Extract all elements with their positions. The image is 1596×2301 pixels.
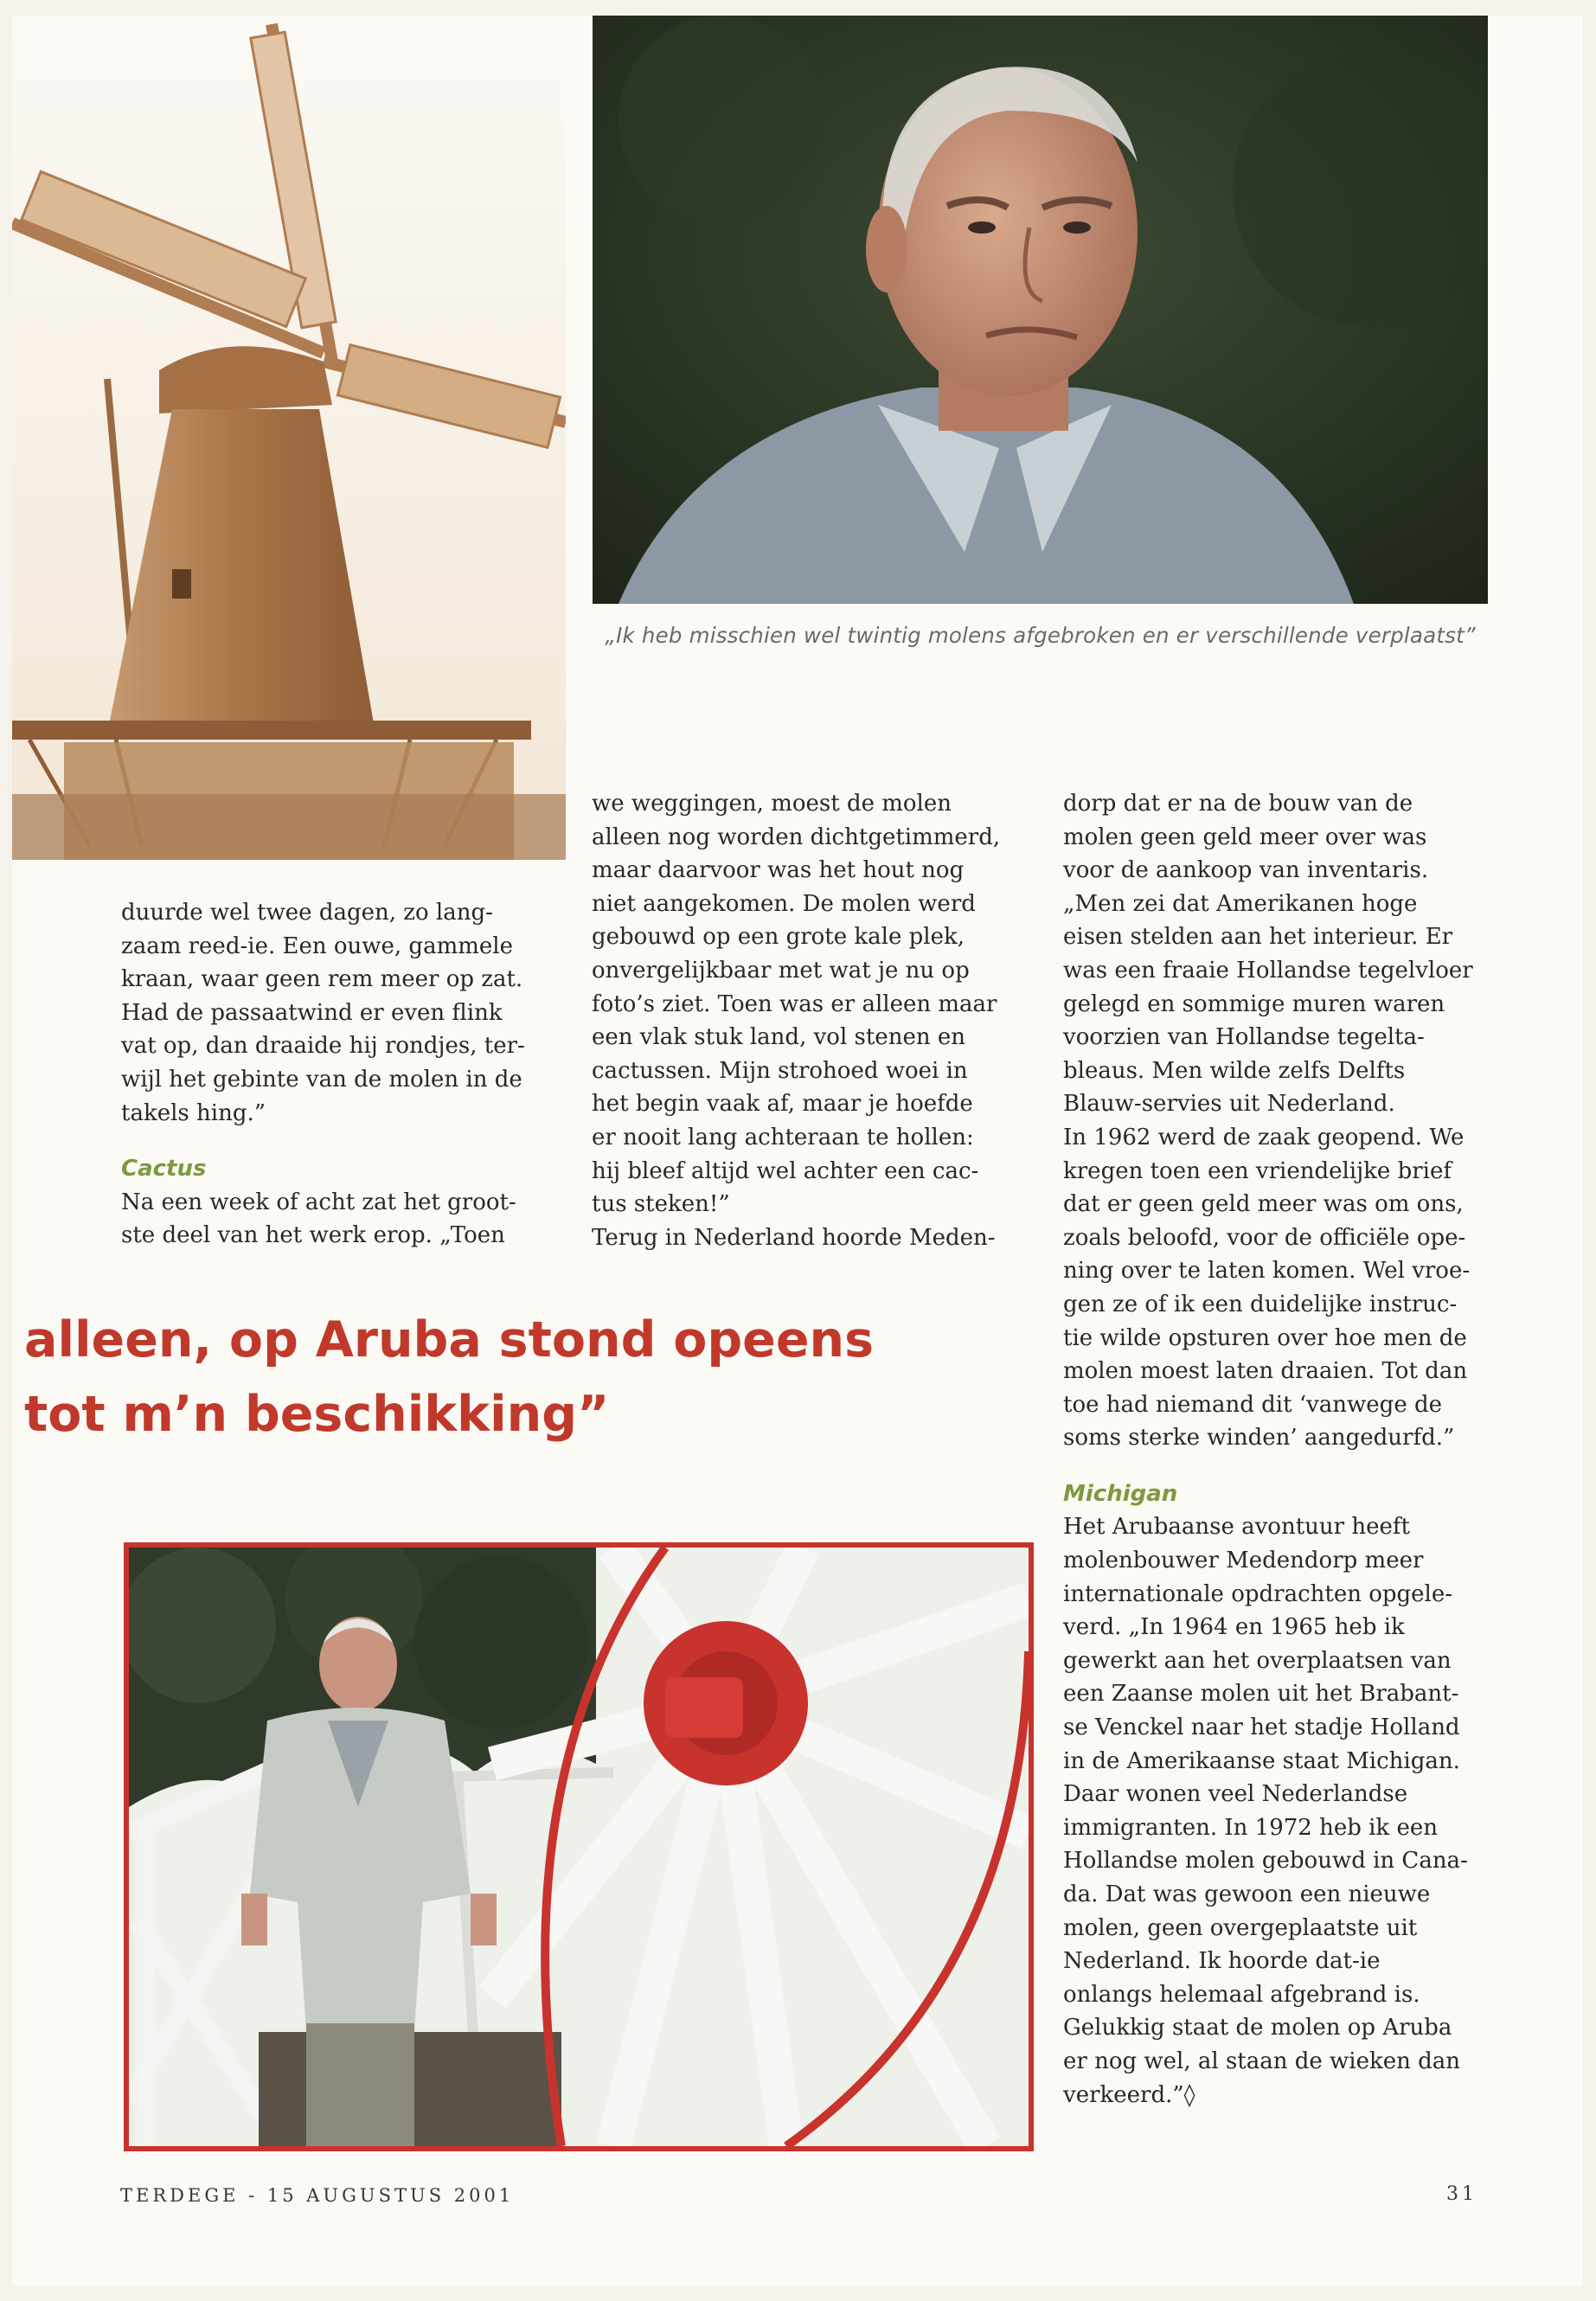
text-line: toe had niemand dit ‘vanwege de bbox=[1063, 1391, 1443, 1418]
text-line: kraan, waar geen rem meer op zat. bbox=[121, 966, 523, 993]
text-line: we weggingen, moest de molen bbox=[592, 791, 952, 817]
pull-quote bbox=[24, 1303, 889, 1452]
text-line: zaam reed-ie. Een ouwe, gammele bbox=[121, 933, 513, 959]
text-line: tie wilde opsturen over hoe men de bbox=[1063, 1324, 1467, 1351]
text-line: molen, geen overgeplaatste uit bbox=[1063, 1914, 1418, 1941]
pull-quote-line-1: alleen, op Aruba stond opeens bbox=[24, 1311, 874, 1368]
text-line: er nooit lang achteraan te hollen: bbox=[592, 1124, 974, 1150]
text-line: molen moest laten draaien. Tot dan bbox=[1063, 1358, 1468, 1385]
column3-paragraph2 bbox=[1063, 1510, 1513, 2112]
text-line: immigranten. In 1972 heb ik een bbox=[1063, 1814, 1438, 1841]
text-line: zoals beloofd, voor de officiële ope- bbox=[1063, 1224, 1466, 1251]
text-line: Daar wonen veel Nederlandse bbox=[1063, 1781, 1408, 1808]
text-line: Blauw-servies uit Nederland. bbox=[1063, 1091, 1395, 1118]
text-line: verkeerd.”◊ bbox=[1063, 2081, 1195, 2108]
text-line: se Venckel naar het stadje Holland bbox=[1063, 1715, 1460, 1741]
text-line: Gelukkig staat de molen op Aruba bbox=[1063, 2015, 1452, 2041]
text-line: hij bleef altijd wel achter een cac- bbox=[592, 1157, 979, 1184]
portrait-photo bbox=[593, 16, 1488, 604]
text-line: een Zaanse molen uit het Brabant- bbox=[1063, 1681, 1459, 1708]
text-line: ning over te laten komen. Wel vroe- bbox=[1063, 1258, 1471, 1285]
column2-paragraph1 bbox=[592, 787, 1042, 1254]
text-line: er nog wel, al staan de wieken dan bbox=[1063, 2048, 1461, 2074]
text-line: alleen nog worden dichtgetimmerd, bbox=[592, 824, 1001, 850]
text-line: gen ze of ik een duidelijke instruc- bbox=[1063, 1291, 1458, 1317]
text-column-3 bbox=[1063, 787, 1513, 2112]
text-line: ste deel van het werk erop. „Toen bbox=[121, 1222, 505, 1249]
text-line: het begin vaak af, maar je hoefde bbox=[592, 1091, 973, 1118]
text-line: onvergelijkbaar met wat je nu op bbox=[592, 957, 970, 984]
text-line: voor de aankoop van inventaris. bbox=[1063, 857, 1429, 884]
text-line: Had de passaatwind er even flink bbox=[121, 999, 503, 1026]
portrait-caption: „Ik heb misschien wel twintig molens afgebroken en er verschillende verplaatst” bbox=[605, 623, 1476, 648]
text-line: tus steken!” bbox=[592, 1191, 730, 1218]
column3-paragraph1 bbox=[1063, 787, 1513, 1455]
text-line: In 1962 werd de zaak geopend. We bbox=[1063, 1124, 1465, 1150]
text-line: molen geen geld meer over was bbox=[1063, 824, 1427, 850]
text-line: soms sterke winden’ aangedurfd.” bbox=[1063, 1425, 1455, 1452]
subhead-cactus: Cactus bbox=[121, 1156, 207, 1183]
text-line: voorzien van Hollandse tegelta- bbox=[1063, 1024, 1425, 1051]
text-line: dorp dat er na de bouw van de bbox=[1063, 791, 1413, 817]
text-line: kregen toen een vriendelijke brief bbox=[1063, 1157, 1452, 1184]
text-line: verd. „In 1964 en 1965 heb ik bbox=[1063, 1614, 1405, 1641]
text-line: foto’s ziet. Toen was er alleen maar bbox=[592, 990, 997, 1017]
text-line: duurde wel twee dagen, zo lang- bbox=[121, 900, 493, 926]
text-line: eisen stelden aan het interieur. Er bbox=[1063, 924, 1453, 951]
text-line: cactussen. Mijn strohoed woei in bbox=[592, 1057, 968, 1084]
text-line: da. Dat was gewoon een nieuwe bbox=[1063, 1881, 1431, 1907]
text-line: onlangs helemaal afgebrand is. bbox=[1063, 1981, 1420, 2008]
windmill-sepia-photo bbox=[12, 16, 566, 860]
pull-quote-line-2: tot m’n beschikking” bbox=[24, 1386, 610, 1443]
text-line: Nederland. Ik hoorde dat-ie bbox=[1063, 1948, 1381, 1975]
text-line: maar daarvoor was het hout nog bbox=[592, 857, 965, 884]
text-line: niet aangekomen. De molen werd bbox=[592, 890, 976, 917]
text-line: gewerkt aan het overplaatsen van bbox=[1063, 1647, 1452, 1674]
text-line: bleaus. Men wilde zelfs Delfts bbox=[1063, 1057, 1406, 1084]
text-line: takels hing.” bbox=[121, 1099, 266, 1126]
magazine-page bbox=[12, 16, 1583, 2286]
text-line: dat er geen geld meer was om ons, bbox=[1063, 1191, 1464, 1218]
text-line: „Men zei dat Amerikanen hoge bbox=[1063, 890, 1418, 917]
publication-footer: TERDEGE - 15 AUGUSTUS 2001 bbox=[120, 2185, 515, 2206]
text-line: Na een week of acht zat het groot- bbox=[121, 1189, 516, 1215]
text-line: Hollandse molen gebouwd in Cana- bbox=[1063, 1848, 1468, 1875]
text-line: gebouwd op een grote kale plek, bbox=[592, 924, 965, 951]
text-line: molenbouwer Medendorp meer bbox=[1063, 1548, 1424, 1574]
text-line: internationale opdrachten opgele- bbox=[1063, 1580, 1453, 1607]
subhead-michigan: Michigan bbox=[1063, 1480, 1178, 1507]
text-line: was een fraaie Hollandse tegelvloer bbox=[1063, 957, 1473, 984]
text-line: gelegd en sommige muren waren bbox=[1063, 990, 1445, 1017]
text-line: wijl het gebinte van de molen in de bbox=[121, 1066, 522, 1093]
text-line: vat op, dan draaide hij rondjes, ter- bbox=[121, 1033, 525, 1060]
text-line: Terug in Nederland hoorde Meden- bbox=[592, 1224, 996, 1251]
column1-paragraph1 bbox=[121, 896, 571, 1130]
page-number: 31 bbox=[1446, 2183, 1477, 2205]
text-line: een vlak stuk land, vol stenen en bbox=[592, 1024, 965, 1051]
column1-paragraph2 bbox=[121, 1186, 571, 1253]
man-with-windmill-wheel-photo bbox=[124, 1542, 1034, 2151]
text-line: Het Arubaanse avontuur heeft bbox=[1063, 1514, 1410, 1541]
text-column-1 bbox=[121, 896, 571, 1253]
text-line: in de Amerikaanse staat Michigan. bbox=[1063, 1747, 1460, 1774]
text-column-2 bbox=[592, 787, 1042, 1254]
